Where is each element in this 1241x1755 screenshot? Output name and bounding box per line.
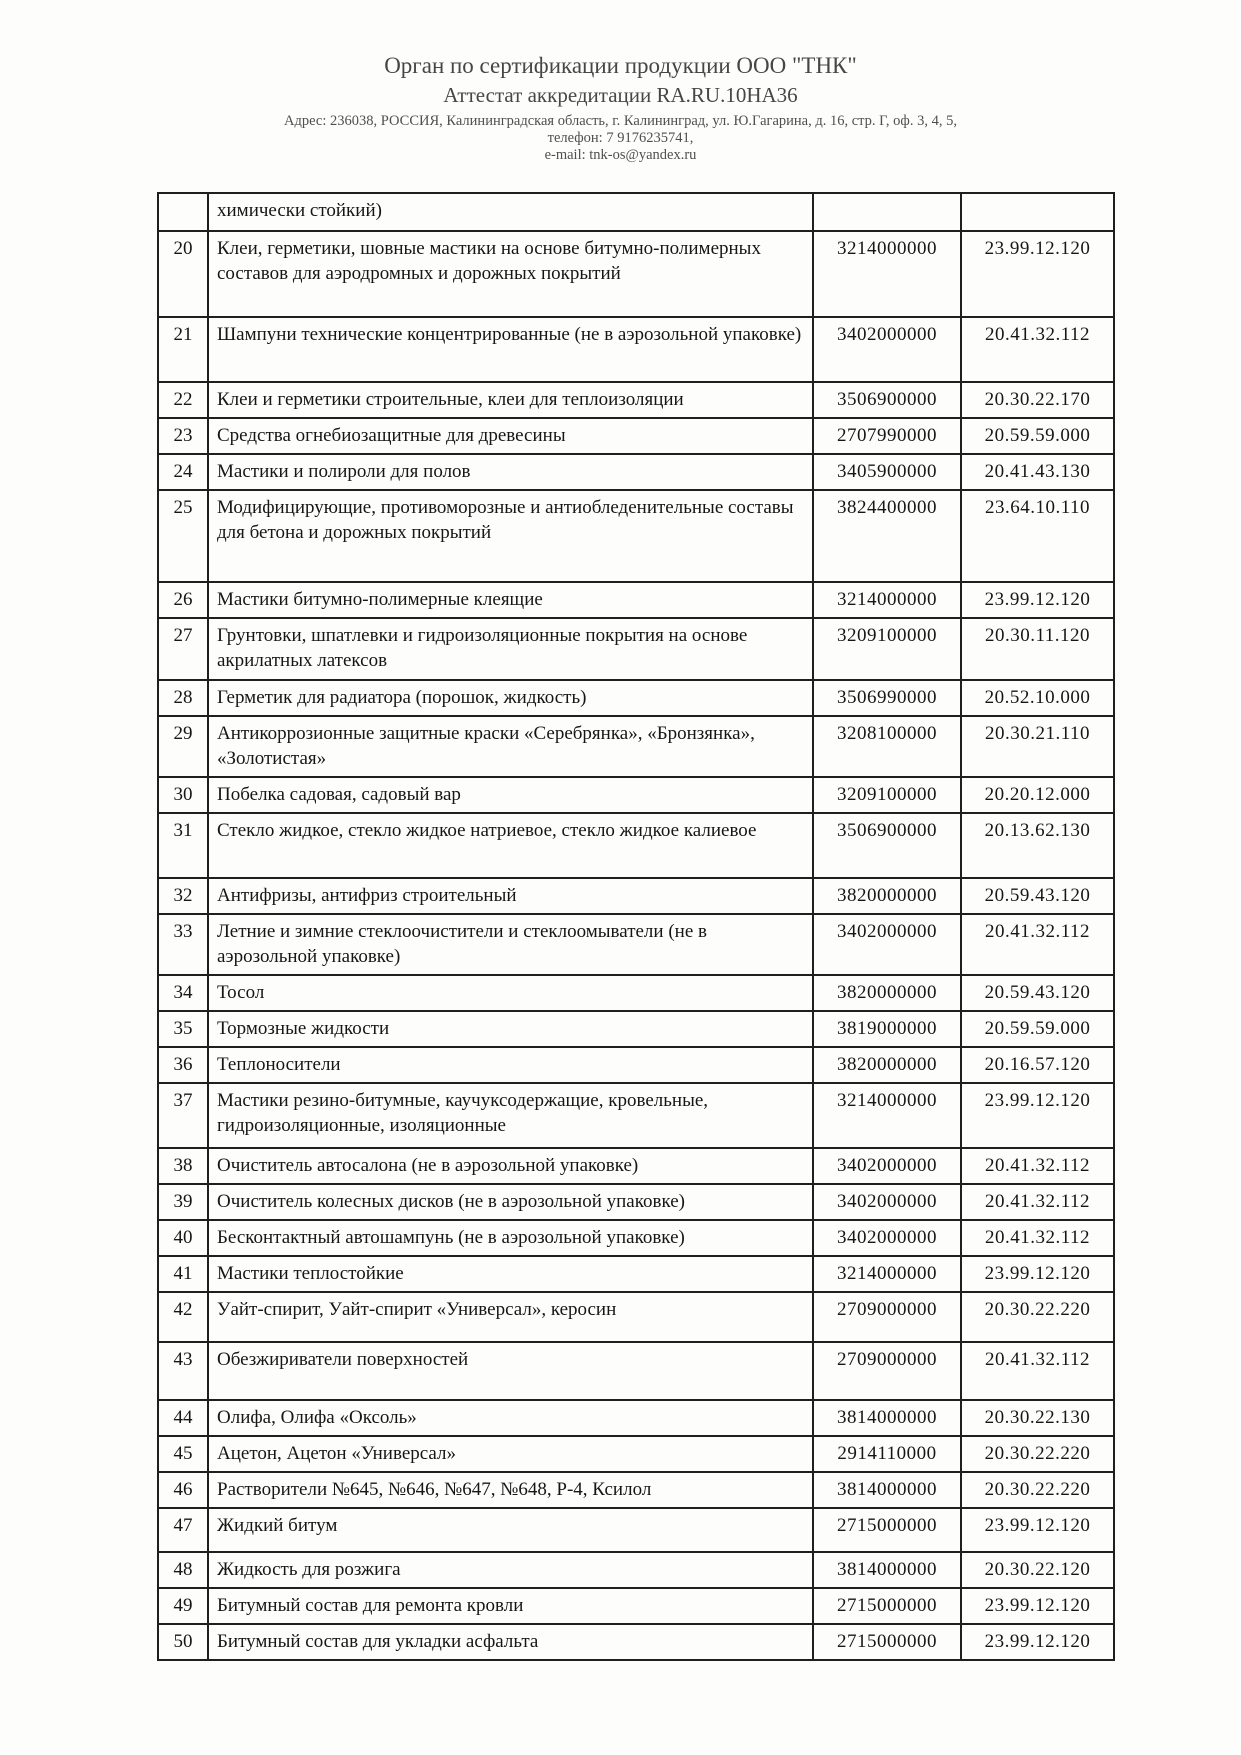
product-description: химически стойкий): [208, 193, 813, 231]
table-row: [158, 1508, 1114, 1552]
row-number: 44: [158, 1400, 208, 1436]
tnved-code: 2709000000: [813, 1342, 961, 1400]
org-title: Орган по сертификации продукции ООО "ТНК": [384, 53, 857, 78]
okpd-code: 23.99.12.120: [961, 1508, 1114, 1552]
tnved-code: 2709000000: [813, 1292, 961, 1342]
table-row: [158, 1220, 1114, 1256]
table-row: [158, 193, 1114, 231]
row-number: 47: [158, 1508, 208, 1552]
table-row: [158, 914, 1114, 975]
table-row: [158, 1148, 1114, 1184]
tnved-code: 3214000000: [813, 1083, 961, 1148]
okpd-code: 20.52.10.000: [961, 680, 1114, 716]
product-description: Обезжириватели поверхностей: [208, 1342, 813, 1400]
row-number: 38: [158, 1148, 208, 1184]
table-row: [158, 1342, 1114, 1400]
row-number: 21: [158, 317, 208, 382]
okpd-code: 20.30.22.170: [961, 382, 1114, 418]
product-description: Клеи, герметики, шовные мастики на основе битумно-полимерных составов для аэродромных и дорожных покрытий: [208, 231, 813, 317]
row-number: 48: [158, 1552, 208, 1588]
products-table: [157, 192, 1115, 1661]
row-number: 33: [158, 914, 208, 975]
okpd-code: 20.41.32.112: [961, 1184, 1114, 1220]
table-row: [158, 418, 1114, 454]
row-number: 28: [158, 680, 208, 716]
tnved-code: 2715000000: [813, 1588, 961, 1624]
product-description: Мастики резино-битумные, каучуксодержащие, кровельные, гидроизоляционные, изоляционные: [208, 1083, 813, 1148]
table-row: [158, 716, 1114, 777]
email-line: e-mail: tnk-os@yandex.ru: [544, 147, 697, 163]
row-number: 41: [158, 1256, 208, 1292]
table-row: [158, 1552, 1114, 1588]
product-description: Олифа, Олифа «Оксоль»: [208, 1400, 813, 1436]
tnved-code: 3402000000: [813, 1184, 961, 1220]
tnved-code: 2707990000: [813, 418, 961, 454]
row-number: 50: [158, 1624, 208, 1660]
row-number: 49: [158, 1588, 208, 1624]
row-number: 46: [158, 1472, 208, 1508]
row-number: 37: [158, 1083, 208, 1148]
table-row: [158, 777, 1114, 813]
table-row: [158, 1011, 1114, 1047]
table-row: [158, 1472, 1114, 1508]
product-description: Мастики теплостойкие: [208, 1256, 813, 1292]
row-number: 22: [158, 382, 208, 418]
tnved-code: 3820000000: [813, 1047, 961, 1083]
table-row: [158, 490, 1114, 582]
product-description: Очиститель колесных дисков (не в аэрозольной упаковке): [208, 1184, 813, 1220]
okpd-code: 20.30.22.220: [961, 1436, 1114, 1472]
product-description: Летние и зимние стеклоочистители и стеклоомыватели (не в аэрозольной упаковке): [208, 914, 813, 975]
okpd-code: 20.41.32.112: [961, 317, 1114, 382]
table-row: [158, 231, 1114, 317]
row-number: 30: [158, 777, 208, 813]
address-line: Адрес: 236038, РОССИЯ, Калининградская область, г. Калининград, ул. Ю.Гагарина, д. 16, стр. Г, оф. 3, 4, 5,: [284, 113, 957, 129]
row-number: 20: [158, 231, 208, 317]
okpd-code: 20.41.32.112: [961, 914, 1114, 975]
tnved-code: 3814000000: [813, 1552, 961, 1588]
tnved-code: 3814000000: [813, 1400, 961, 1436]
tnved-code: 2715000000: [813, 1508, 961, 1552]
row-number: 34: [158, 975, 208, 1011]
table-row: [158, 1624, 1114, 1660]
row-number: 27: [158, 618, 208, 680]
product-description: Битумный состав для ремонта кровли: [208, 1588, 813, 1624]
document-header: [0, 52, 1241, 164]
tnved-code: 3214000000: [813, 582, 961, 618]
product-description: Жидкий битум: [208, 1508, 813, 1552]
table-row: [158, 382, 1114, 418]
product-description: Уайт-спирит, Уайт-спирит «Универсал», керосин: [208, 1292, 813, 1342]
okpd-code: [961, 193, 1114, 231]
product-description: Шампуни технические концентрированные (не в аэрозольной упаковке): [208, 317, 813, 382]
okpd-code: 23.99.12.120: [961, 1256, 1114, 1292]
table-row: [158, 1436, 1114, 1472]
tnved-code: 3506990000: [813, 680, 961, 716]
product-description: Стекло жидкое, стекло жидкое натриевое, стекло жидкое калиевое: [208, 813, 813, 878]
okpd-code: 20.30.22.130: [961, 1400, 1114, 1436]
product-description: Жидкость для розжига: [208, 1552, 813, 1588]
tnved-code: 3402000000: [813, 1148, 961, 1184]
tnved-code: 3209100000: [813, 777, 961, 813]
okpd-code: 20.59.43.120: [961, 878, 1114, 914]
tnved-code: [813, 193, 961, 231]
row-number: 40: [158, 1220, 208, 1256]
row-number: 31: [158, 813, 208, 878]
okpd-code: 23.99.12.120: [961, 231, 1114, 317]
tnved-code: 3506900000: [813, 382, 961, 418]
product-description: Растворители №645, №646, №647, №648, Р-4, Ксилол: [208, 1472, 813, 1508]
okpd-code: 20.20.12.000: [961, 777, 1114, 813]
row-number: 25: [158, 490, 208, 582]
tnved-code: 3402000000: [813, 914, 961, 975]
table-row: [158, 454, 1114, 490]
product-description: Тормозные жидкости: [208, 1011, 813, 1047]
okpd-code: 20.30.22.120: [961, 1552, 1114, 1588]
okpd-code: 20.30.11.120: [961, 618, 1114, 680]
tnved-code: 2715000000: [813, 1624, 961, 1660]
row-number: 42: [158, 1292, 208, 1342]
tnved-code: 3820000000: [813, 878, 961, 914]
product-description: Ацетон, Ацетон «Универсал»: [208, 1436, 813, 1472]
okpd-code: 20.41.32.112: [961, 1342, 1114, 1400]
product-description: Средства огнебиозащитные для древесины: [208, 418, 813, 454]
tnved-code: 3402000000: [813, 317, 961, 382]
table-row: [158, 317, 1114, 382]
row-number: 36: [158, 1047, 208, 1083]
okpd-code: 23.99.12.120: [961, 1083, 1114, 1148]
tnved-code: 3209100000: [813, 618, 961, 680]
tnved-code: 3506900000: [813, 813, 961, 878]
tnved-code: 3208100000: [813, 716, 961, 777]
table-row: [158, 878, 1114, 914]
row-number: 39: [158, 1184, 208, 1220]
okpd-code: 23.64.10.110: [961, 490, 1114, 582]
table-row: [158, 1047, 1114, 1083]
table-row: [158, 1184, 1114, 1220]
table-row: [158, 1588, 1114, 1624]
row-number: 23: [158, 418, 208, 454]
product-description: Битумный состав для укладки асфальта: [208, 1624, 813, 1660]
okpd-code: 20.41.32.112: [961, 1148, 1114, 1184]
tnved-code: 3214000000: [813, 1256, 961, 1292]
okpd-code: 20.59.59.000: [961, 418, 1114, 454]
product-description: Тосол: [208, 975, 813, 1011]
product-description: Побелка садовая, садовый вар: [208, 777, 813, 813]
product-description: Грунтовки, шпатлевки и гидроизоляционные покрытия на основе акрилатных латексов: [208, 618, 813, 680]
product-description: Бесконтактный автошампунь (не в аэрозольной упаковке): [208, 1220, 813, 1256]
okpd-code: 20.59.43.120: [961, 975, 1114, 1011]
product-description: Очиститель автосалона (не в аэрозольной упаковке): [208, 1148, 813, 1184]
product-description: Клеи и герметики строительные, клеи для теплоизоляции: [208, 382, 813, 418]
table-row: [158, 582, 1114, 618]
okpd-code: 23.99.12.120: [961, 582, 1114, 618]
okpd-code: 20.30.22.220: [961, 1472, 1114, 1508]
table-row: [158, 1256, 1114, 1292]
product-description: Модифицирующие, противоморозные и антиобледенительные составы для бетона и дорожных покрытий: [208, 490, 813, 582]
tnved-code: 3814000000: [813, 1472, 961, 1508]
okpd-code: 20.41.43.130: [961, 454, 1114, 490]
table-row: [158, 1083, 1114, 1148]
table-row: [158, 618, 1114, 680]
table-row: [158, 1292, 1114, 1342]
row-number: 43: [158, 1342, 208, 1400]
row-number: 35: [158, 1011, 208, 1047]
row-number: 24: [158, 454, 208, 490]
product-description: Антифризы, антифриз строительный: [208, 878, 813, 914]
okpd-code: 23.99.12.120: [961, 1624, 1114, 1660]
okpd-code: 20.41.32.112: [961, 1220, 1114, 1256]
okpd-code: 20.59.59.000: [961, 1011, 1114, 1047]
row-number: 26: [158, 582, 208, 618]
tnved-code: 3402000000: [813, 1220, 961, 1256]
product-description: Мастики битумно-полимерные клеящие: [208, 582, 813, 618]
row-number: 32: [158, 878, 208, 914]
tnved-code: 2914110000: [813, 1436, 961, 1472]
tnved-code: 3405900000: [813, 454, 961, 490]
tnved-code: 3214000000: [813, 231, 961, 317]
okpd-code: 20.30.21.110: [961, 716, 1114, 777]
product-description: Антикоррозионные защитные краски «Серебрянка», «Бронзянка», «Золотистая»: [208, 716, 813, 777]
okpd-code: 20.13.62.130: [961, 813, 1114, 878]
row-number: 45: [158, 1436, 208, 1472]
okpd-code: 20.16.57.120: [961, 1047, 1114, 1083]
table-row: [158, 680, 1114, 716]
table-row: [158, 813, 1114, 878]
okpd-code: 23.99.12.120: [961, 1588, 1114, 1624]
product-description: Герметик для радиатора (порошок, жидкость): [208, 680, 813, 716]
row-number: 29: [158, 716, 208, 777]
table-row: [158, 975, 1114, 1011]
tnved-code: 3819000000: [813, 1011, 961, 1047]
okpd-code: 20.30.22.220: [961, 1292, 1114, 1342]
phone-line: телефон: 7 9176235741,: [547, 130, 694, 146]
product-description: Мастики и полироли для полов: [208, 454, 813, 490]
row-number: [158, 193, 208, 231]
product-description: Теплоносители: [208, 1047, 813, 1083]
tnved-code: 3820000000: [813, 975, 961, 1011]
table-row: [158, 1400, 1114, 1436]
tnved-code: 3824400000: [813, 490, 961, 582]
accreditation-line: Аттестат аккредитации RA.RU.10НА36: [443, 83, 798, 107]
